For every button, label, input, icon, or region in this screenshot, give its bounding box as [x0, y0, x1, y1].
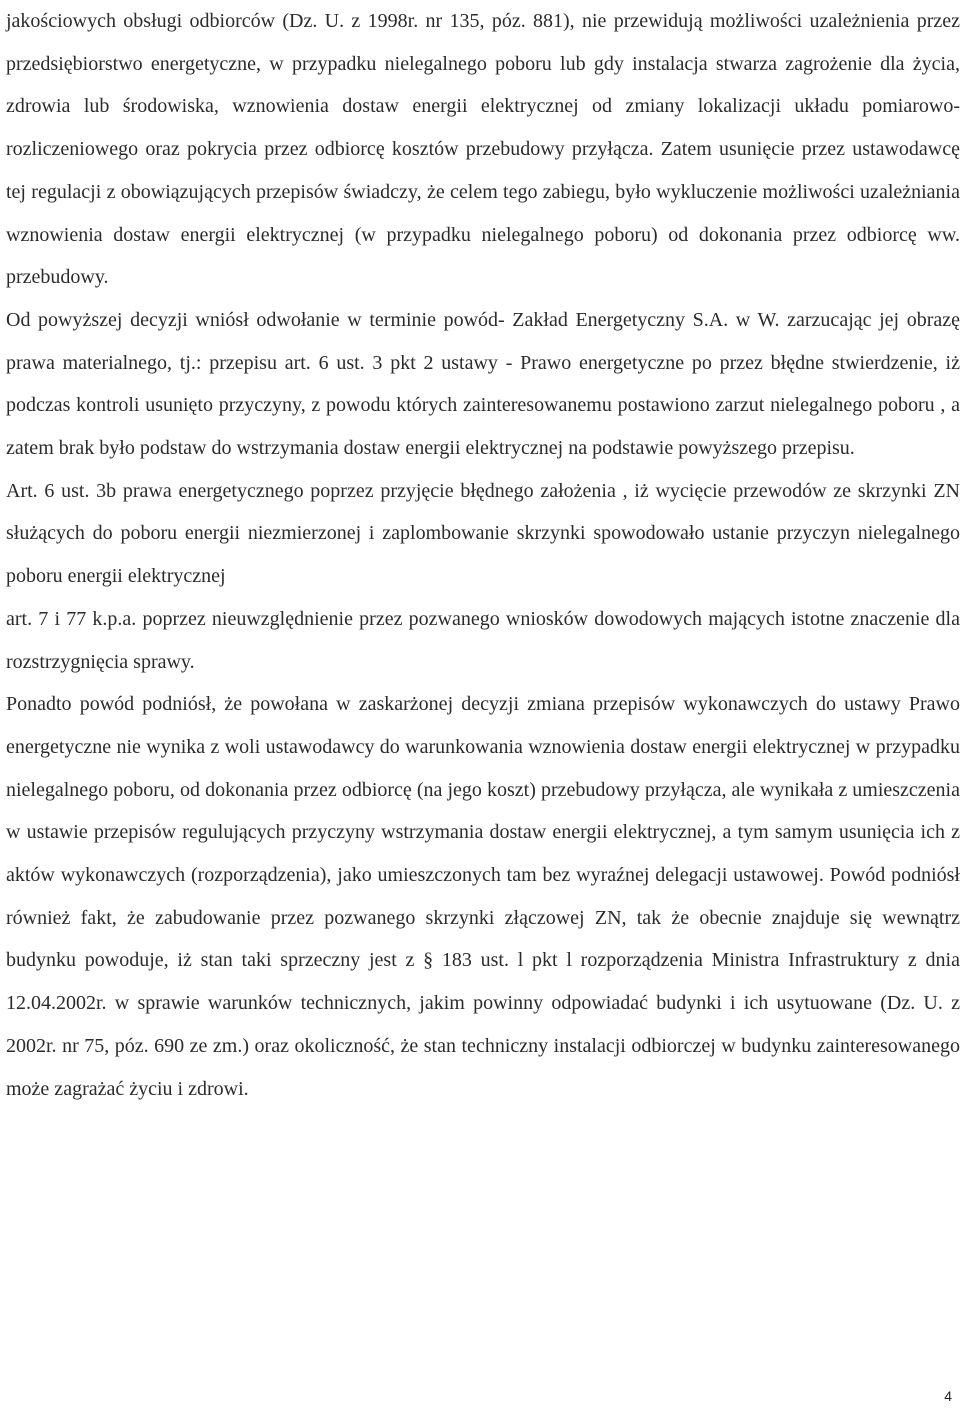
paragraph-art-7-77-kpa: art. 7 i 77 k.p.a. poprzez nieuwzględnienie przez pozwanego wniosków dowodowych mających istotne znaczenie dla rozstrzygnięcia sprawy. — [6, 607, 960, 673]
paragraph-regulation-removal: jakościowych obsługi odbiorców (Dz. U. z 1998r. nr 135, póz. 881), nie przewidują możliwości uzależnienia przez przedsiębiorstwo energetyczne, w przypadku nielegalnego poboru lub gdy instalacja stwarza zagrożenie dla życia, zdrowia lub środowiska, wznowienia dostaw energii elektrycznej od zmiany lokalizacji układu pomiarowo-rozliczeniowego oraz pokrycia przez odbiorcę kosztów przebudowy przyłącza. Zatem usunięcie przez ustawodawcę tej regulacji z obowiązujących przepisów świadczy, że celem tego zabiegu, było wykluczenie możliwości uzależniania wznowienia dostaw energii elektrycznej (w przypadku nielegalnego poboru) od dokonania przez odbiorcę ww. przebudowy. — [6, 10, 960, 289]
page-number: 4 — [944, 1388, 952, 1404]
paragraph-art-6-ust-3b: Art. 6 ust. 3b prawa energetycznego poprzez przyjęcie błędnego założenia , iż wycięcie przewodów ze skrzynki ZN służących do poboru energii niezmierzonej i zaplombowanie skrzynki spowodowało ustanie przyczyn nielegalnego poboru energii elektrycznej — [6, 479, 960, 588]
paragraph-appeal: Od powyższej decyzji wniósł odwołanie w terminie powód- Zakład Energetyczny S.A. w W. zarzucając jej obrazę prawa materialnego, tj.: przepisu art. 6 ust. 3 pkt 2 ustawy - Prawo energetyczne po przez błędne stwierdzenie, iż podczas kontroli usunięto przyczyny, z powodu których zainteresowanemu postawiono zarzut nielegalnego poboru , a zatem brak było podstaw do wstrzymania dostaw energii elektrycznej na podstawie powyższego przepisu. — [6, 308, 960, 460]
document-page — [6, 0, 960, 1110]
paragraph-further-claims: Ponadto powód podniósł, że powołana w zaskarżonej decyzji zmiana przepisów wykonawczych do ustawy Prawo energetyczne nie wynika z woli ustawodawcy do warunkowania wznowienia dostaw energii elektrycznej w przypadku nielegalnego poboru, od dokonania przez odbiorcę (na jego koszt) przebudowy przyłącza, ale wynikała z umieszczenia w ustawie przepisów regulujących przyczyny wstrzymania dostaw energii elektrycznej, a tym samym usunięcia ich z aktów wykonawczych (rozporządzenia), jako umieszczonych tam bez wyraźnej delegacji ustawowej. Powód podniósł również fakt, że zabudowanie przez pozwanego skrzynki złączowej ZN, tak że obecnie znajduje się wewnątrz budynku powoduje, iż stan taki sprzeczny jest z § 183 ust. l pkt l rozporządzenia Ministra Infrastruktury z dnia 12.04.2002r. w sprawie warunków technicznych, jakim powinny odpowiadać budynki i ich usytuowane (Dz. U. z 2002r. nr 75, póz. 690 ze zm.) oraz okoliczność, że stan techniczny instalacji odbiorczej w budynku zainteresowanego może zagrażać życiu i zdrowi. — [6, 693, 960, 1100]
